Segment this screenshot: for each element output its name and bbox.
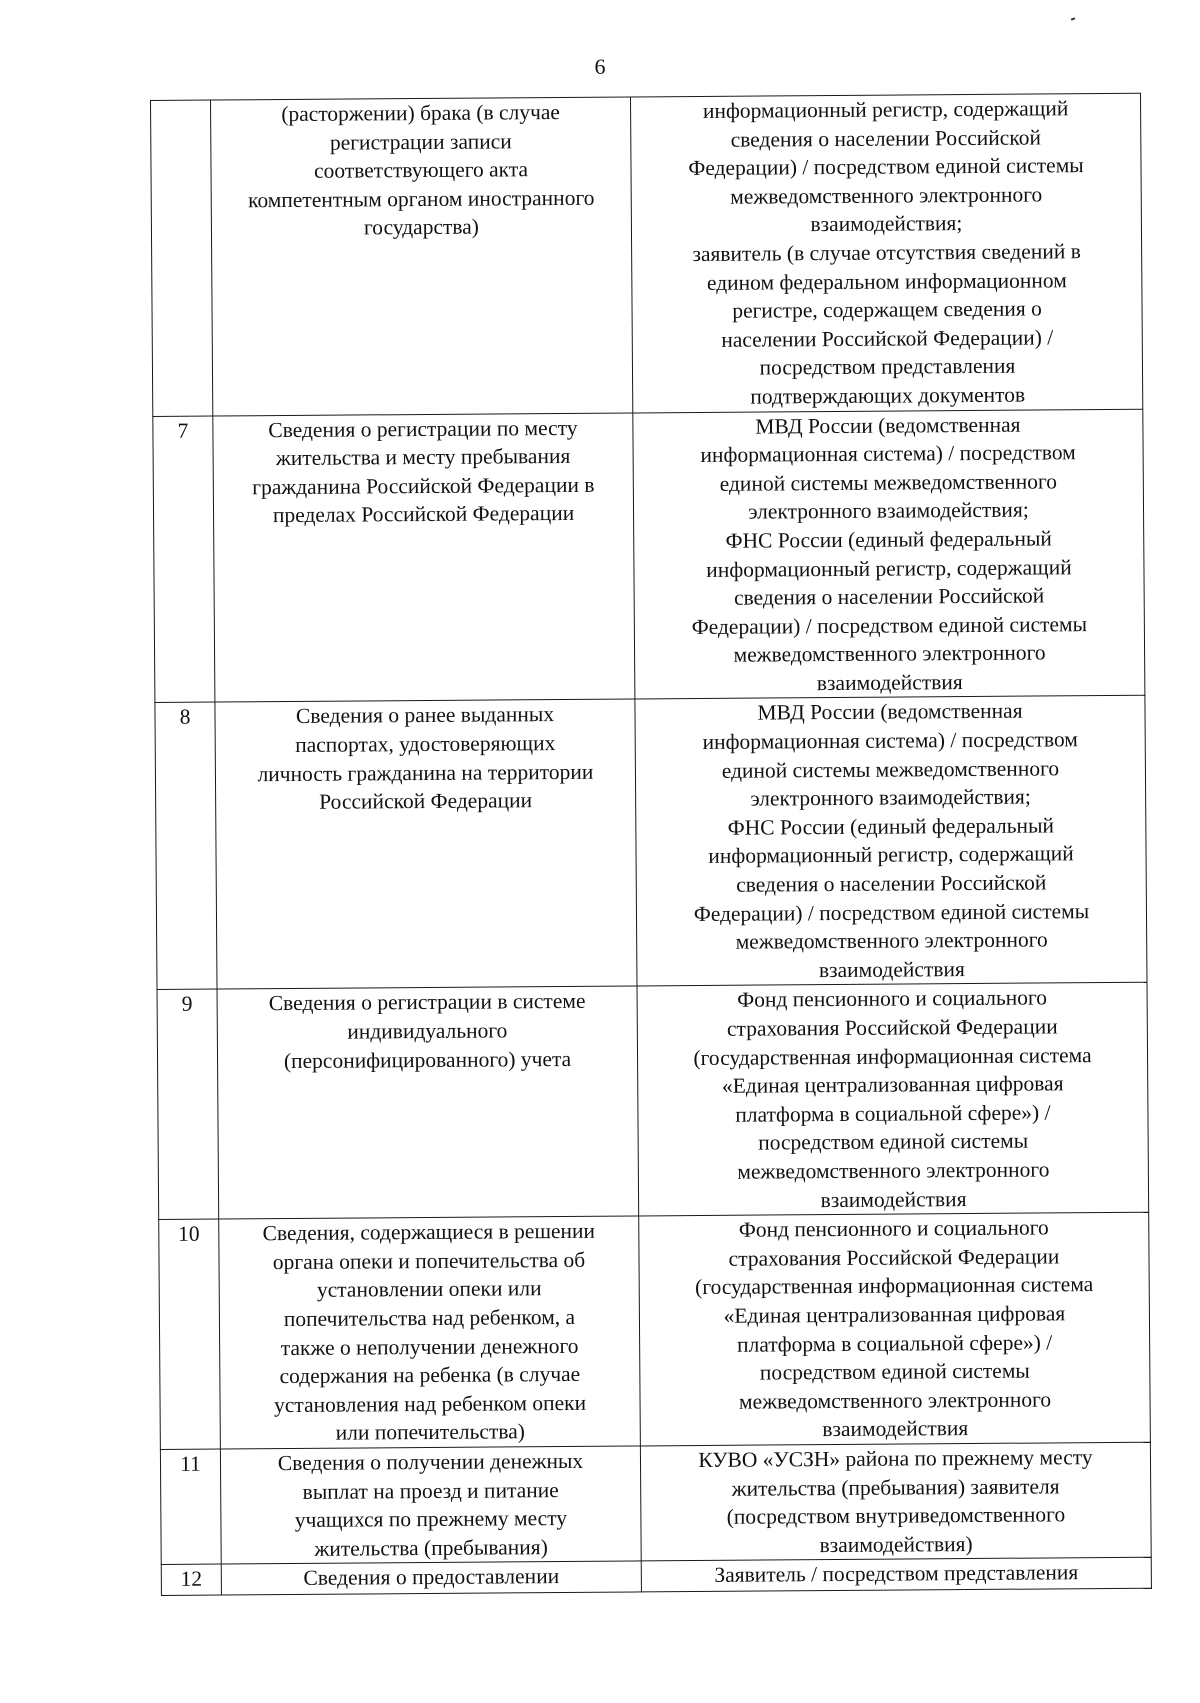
table-row xyxy=(161,1557,1151,1595)
row-number-cell: 9 xyxy=(157,989,219,1219)
table-row xyxy=(153,409,1145,703)
table-row xyxy=(155,696,1147,990)
row-number-cell: 8 xyxy=(155,703,217,990)
information-cell: Сведения, содержащиеся в решении органа опеки и попечительства об установлении опеки или попечительства над ребенком, а также о неполучении денежного содержания на ребенка (в случае установления над ребенком опеки или попечительства) xyxy=(219,1216,641,1449)
source-cell: МВД России (ведомственная информационная система) / посредством единой системы межведомственного электронного взаимодействия; ФНС России (единый федеральный информационный регистр, содержащий сведения о населении Российской Федерации) / посредством единой системы межведомственного электронного взаимодействия xyxy=(633,409,1145,700)
source-cell: КУВО «УСЗН» района по прежнему месту жительства (пребывания) заявителя (посредством внутриведомственного взаимодействия) xyxy=(640,1442,1151,1561)
table-row xyxy=(157,983,1149,1220)
information-cell: Сведения о предоставлении xyxy=(221,1561,641,1595)
row-number-cell: 12 xyxy=(161,1564,221,1595)
source-cell: Фонд пенсионного и социального страхования Российской Федерации (государственная информационная система «Единая централизованная цифровая платформа в социальной сфере») / посредством единой системы межведомственного электронного взаимодействия xyxy=(639,1212,1151,1445)
information-cell: Сведения о регистрации в системе индивидуального (персонифицированного) учета xyxy=(217,986,639,1219)
row-number-cell xyxy=(151,100,213,416)
table-row xyxy=(151,93,1143,416)
source-cell: Заявитель / посредством представления xyxy=(641,1557,1151,1592)
row-number-cell: 11 xyxy=(160,1449,221,1565)
information-cell: (расторжении) брака (в случае регистрации записи соответствующего акта компетентным органом иностранного государства) xyxy=(211,97,633,416)
row-number-cell: 7 xyxy=(153,416,215,703)
source-cell: информационный регистр, содержащий сведения о населении Российской Федерации) / посредством единой системы межведомственного электронного взаимодействия; заявитель (в случае отсутствия сведений в едином федеральном информационном регистре, содержащем сведения о населении Российской Федерации) / посредством представления подтверждающих документов xyxy=(630,93,1142,412)
row-number-cell: 10 xyxy=(159,1219,221,1449)
source-cell: МВД России (ведомственная информационная система) / посредством единой системы межведомственного электронного взаимодействия; ФНС России (единый федеральный информационный регистр, содержащий сведения о населении Российской Федерации) / посредством единой системы межведомственного электронного взаимодействия xyxy=(635,696,1147,987)
table-row xyxy=(159,1212,1151,1449)
source-cell: Фонд пенсионного и социального страхования Российской Федерации (государственная информационная система «Единая централизованная цифровая платформа в социальной сфере») / посредством единой системы межведомственного электронного взаимодействия xyxy=(637,983,1149,1216)
page-number: 6 xyxy=(594,54,606,79)
information-cell: Сведения о получении денежных выплат на проезд и питание учащихся по прежнему месту жительства (пребывания) xyxy=(220,1446,641,1564)
documents-table xyxy=(150,93,1152,1597)
table-row xyxy=(160,1442,1151,1565)
information-cell: Сведения о ранее выданных паспортах, удостоверяющих личность гражданина на территории Российской Федерации xyxy=(215,699,637,989)
scan-speck xyxy=(1071,17,1075,20)
information-cell: Сведения о регистрации по месту жительства и месту пребывания гражданина Российской Федерации в пределах Российской Федерации xyxy=(213,413,635,703)
